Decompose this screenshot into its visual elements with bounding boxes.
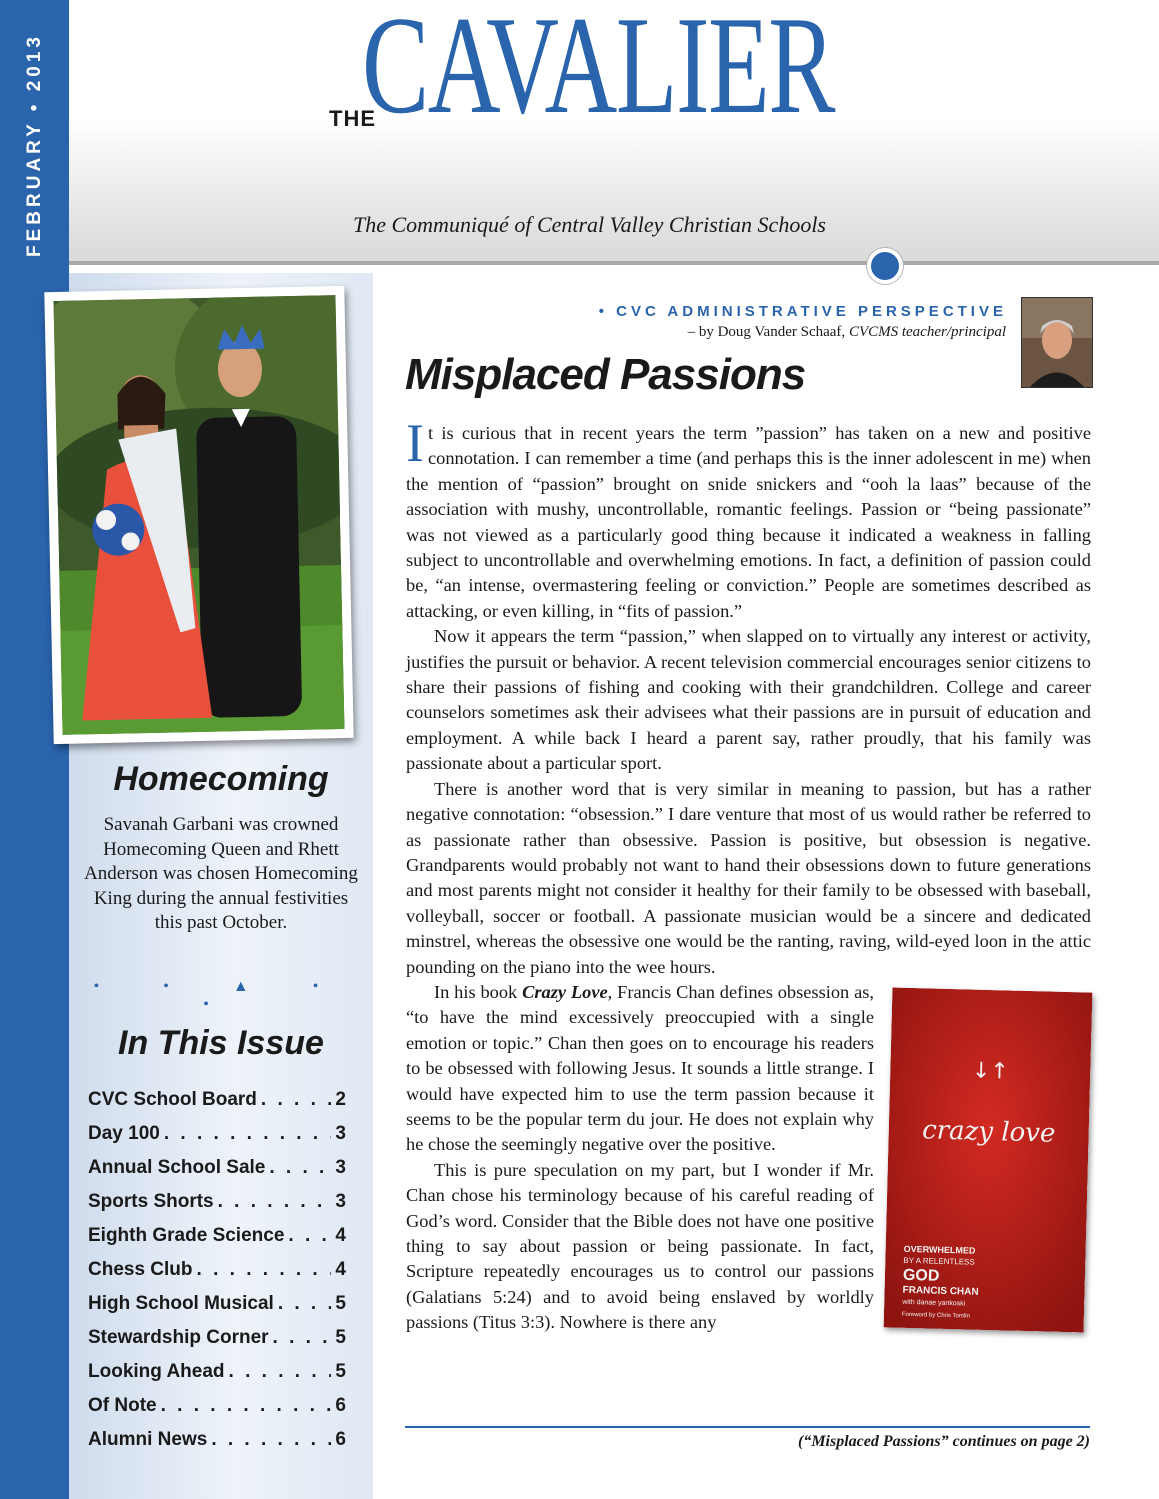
toc-leader <box>197 1259 332 1281</box>
homecoming-caption: Savanah Garbani was crowned Homecoming Queen and Rhett Anderson was chosen Homecoming King during the annual festivities this past October. <box>84 814 358 933</box>
toc-item[interactable] <box>88 1253 346 1287</box>
toc-item[interactable] <box>88 1287 346 1321</box>
section-tag: • CVC ADMINISTRATIVE PERSPECTIVE <box>598 303 1007 320</box>
toc-leader <box>273 1327 332 1349</box>
toc-item-label: High School Musical <box>88 1293 274 1314</box>
toc-leader <box>161 1395 332 1417</box>
toc-item-page: 6 <box>335 1429 346 1450</box>
article-body <box>406 413 1091 1349</box>
toc-leader <box>218 1191 332 1213</box>
toc-item[interactable] <box>88 1355 346 1389</box>
byline-author: – by Doug Vander Schaaf, <box>687 324 846 340</box>
byline <box>688 324 1006 341</box>
toc-item[interactable] <box>88 1389 346 1423</box>
side-band <box>0 0 69 1499</box>
toc-item-page: 6 <box>335 1395 346 1416</box>
table-of-contents <box>88 1083 346 1457</box>
toc-item[interactable] <box>88 1321 346 1355</box>
book-subtitle-1: OVERWHELMED <box>903 1243 976 1256</box>
toc-item[interactable] <box>88 1423 346 1457</box>
toc-leader <box>229 1361 332 1383</box>
toc-item-label: Alumni News <box>88 1429 208 1450</box>
toc-item[interactable] <box>88 1083 346 1117</box>
toc-item[interactable] <box>88 1185 346 1219</box>
toc-item-page: 5 <box>335 1361 346 1382</box>
toc-item-label: Eighth Grade Science <box>88 1225 285 1246</box>
toc-item-label: Stewardship Corner <box>88 1327 269 1348</box>
toc-item-label: Day 100 <box>88 1123 160 1144</box>
header-rule-dot <box>867 248 903 284</box>
toc-item-page: 3 <box>335 1123 346 1144</box>
author-portrait <box>1021 297 1093 388</box>
book-subtitle-3: GOD <box>902 1266 940 1285</box>
toc-title: In This Issue <box>118 1024 324 1062</box>
article-paragraph <box>406 413 1091 624</box>
book-subtitle-2: BY A RELENTLESS <box>903 1255 975 1267</box>
toc-leader <box>269 1157 331 1179</box>
toc-item[interactable] <box>88 1151 346 1185</box>
homecoming-couple-image <box>53 295 344 735</box>
toc-leader <box>278 1293 332 1315</box>
article-bottom-rule <box>405 1426 1090 1428</box>
article-paragraph-text: t is curious that in recent years the term ”passion” has taken on a new and positive connotation. I can remember a time (and perhaps this is the inner adolescent in me) when the mention of “passion” brought on snide snickers and “ooh la laas” because of the association with mushy, uncontrollable, romantic feelings. Passion or “being passionate” was not viewed as a particularly good thing because it indicated a weakness in falling subject to uncontrollable and overwhelming emotions. In fact, a definition of passion could be, “an intense, overmastering feeling or conviction.” People are sometimes described as attacking, or even killing, in “fits of passion.” <box>406 423 1091 621</box>
toc-item-page: 3 <box>335 1157 346 1178</box>
byline-role: CVCMS teacher/principal <box>848 324 1006 340</box>
author-portrait-image <box>1022 298 1092 387</box>
book-coauthor: with danae yankoski <box>902 1298 966 1308</box>
book-author: FRANCIS CHAN <box>902 1284 979 1298</box>
homecoming-title: Homecoming <box>113 760 329 798</box>
crazy-love-book-cover <box>884 987 1093 1332</box>
toc-item[interactable] <box>88 1219 346 1253</box>
toc-item-page: 5 <box>335 1293 346 1314</box>
toc-leader <box>261 1089 332 1111</box>
book-title-inline: Crazy Love <box>522 981 608 1002</box>
book-title: crazy love <box>921 1115 1056 1149</box>
header-rule <box>69 261 1159 265</box>
toc-item-label: Looking Ahead <box>88 1361 225 1382</box>
toc-item-page: 2 <box>335 1089 346 1110</box>
continued-note[interactable]: (“Misplaced Passions” continues on page 2) <box>797 1433 1090 1450</box>
book-cover-image <box>884 987 1093 1332</box>
drop-cap: I <box>406 413 424 473</box>
toc-item-label: Sports Shorts <box>88 1191 214 1212</box>
article-text: , Francis Chan defines obsession as, “to have the mind excessively preoccupied with a single emotion or topic.” Chan then goes on to encourage his readers to be obsessed with following Jesus. It sounds a little strange. I would have expected him to use the term passion because it seems to be the popular term du jour. He does not explain why he chose the seemingly negative over the positive. <box>406 981 875 1155</box>
toc-leader <box>164 1123 332 1145</box>
toc-item-page: 4 <box>335 1259 346 1280</box>
article-paragraph: There is another word that is very similar in meaning to passion, but has a rather negative connotation: “obsession.” I dare venture that most of us would rather be referred to as passionate rather than obsessive. Passion is positive, but obsession is negative. Grandparents would probably not want to hand their obsessions down to future generations and most parents might not consider it healthy for their family to be obsessed with baseball, volleyball, soccer or football. A passionate musician would be a sincere and dedicated minstrel, whereas the obsessive one would be the ranting, raving, wild-eyed loon in the attic pounding on the piano into the wee hours. <box>406 778 1091 977</box>
toc-leader <box>288 1225 331 1247</box>
homecoming-photo <box>44 286 353 744</box>
sidebar-divider: • • ▲ • • <box>93 978 349 1013</box>
toc-item-page: 5 <box>335 1327 346 1348</box>
book-cover-float <box>888 990 1091 1345</box>
toc-item-page: 4 <box>335 1225 346 1246</box>
book-arrows: ↓↑ <box>971 1058 1010 1085</box>
article-text: In his book <box>434 981 518 1002</box>
toc-item-label: Of Note <box>88 1395 157 1416</box>
article-headline: Misplaced Passions <box>405 350 806 399</box>
masthead-title: CAVALIER <box>362 0 835 143</box>
article-paragraph: This is pure speculation on my part, but I wonder if Mr. Chan chose his terminology because of his careful reading of God’s word. Consider that the Bible does not have one positive thing to say about passion or being passionate. In fact, Scripture repeatedly encourages us to control our passions (Galatians 5:24) and to avoid being enslaved by worldly passions (Titus 3:3). Nowhere is there any <box>406 1159 874 1333</box>
toc-leader <box>211 1429 331 1451</box>
toc-item-label: Annual School Sale <box>88 1157 266 1178</box>
masthead-the: THE <box>329 106 376 131</box>
masthead-tagline: The Communiqué of Central Valley Christian Schools <box>353 212 826 237</box>
toc-item-page: 3 <box>335 1191 346 1212</box>
toc-item[interactable] <box>88 1117 346 1151</box>
toc-item-label: Chess Club <box>88 1259 193 1280</box>
issue-date: FEBRUARY • 2013 <box>24 33 45 257</box>
article-paragraph: Now it appears the term “passion,” when slapped on to virtually any interest or activity, justifies the pursuit or behavior. A recent television commercial encourages senior citizens to share their passions of fishing and cooking with their grandchildren. College and career counselors sometimes ask their advisees what their passions are in pursuit of education and employment. A while back I heard a parent say, rather proudly, that his family was passionate about a particular sport. <box>406 626 1091 774</box>
toc-item-label: CVC School Board <box>88 1089 257 1110</box>
book-foreword: Foreword by Chris Tomlin <box>901 1311 970 1320</box>
